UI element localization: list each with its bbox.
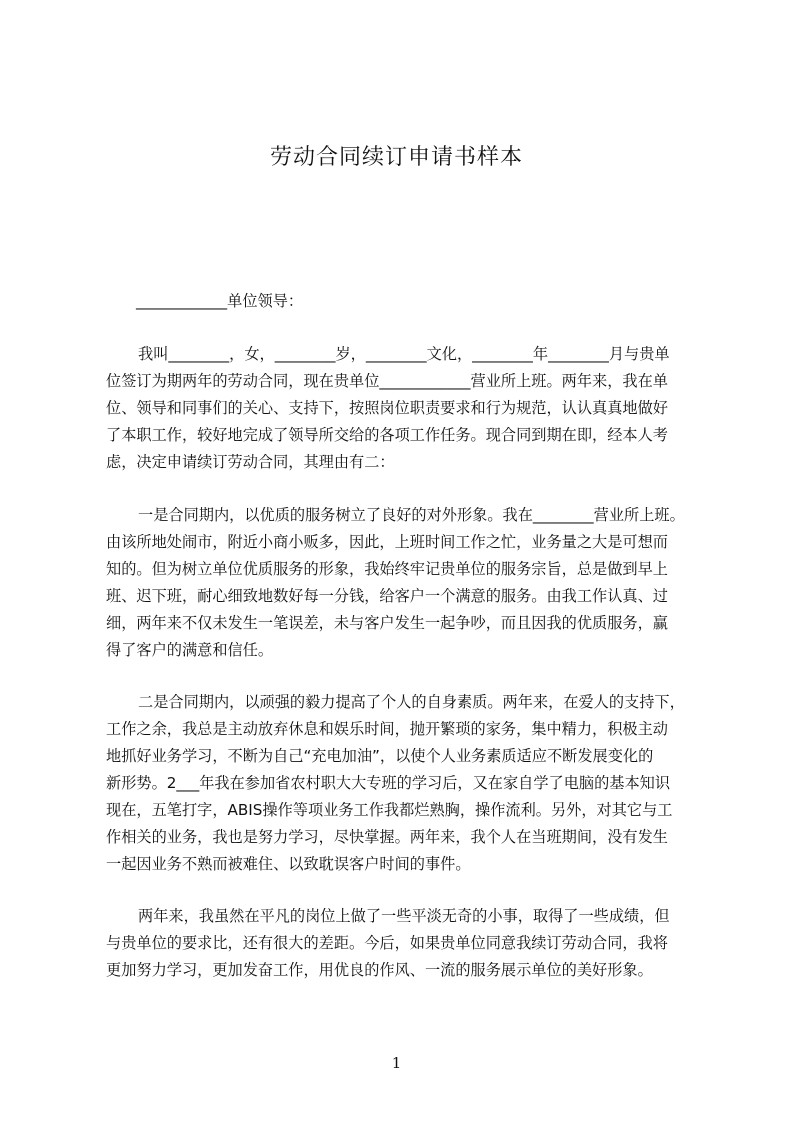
paragraph-4-line-2: 与贵单位的要求比，还有很大的差距。今后，如果贵单位同意我续订劳动合同，我将 <box>106 934 668 952</box>
paragraph-1-line-2: 位签订为期两年的劳动合同，现在贵单位____________营业所上班。两年来，我在单 <box>106 372 668 390</box>
paragraph-4-line-1: 两年来，我虽然在平凡的岗位上做了一些平淡无奇的小事，取得了一些成绩，但 <box>138 907 670 925</box>
paragraph-2-line-4: 班、迟下班，耐心细致地数好每一分钱，给客户一个满意的服务。由我工作认真、过 <box>106 587 668 605</box>
page-number: 1 <box>391 1054 402 1072</box>
salutation: ____________单位领导： <box>136 292 304 310</box>
paragraph-2-line-6: 得了客户的满意和信任。 <box>106 641 274 659</box>
paragraph-1-line-1: 我叫________，女，________岁，________文化，________年________月与贵单 <box>138 345 670 363</box>
paragraph-1-line-5: 虑，决定申请续订劳动合同，其理由有二： <box>106 453 395 471</box>
paragraph-3-line-3: 地抓好业务学习，不断为自己“充电加油”，以使个人业务素质适应不断发展变化的 <box>106 747 654 765</box>
paragraph-1-line-3: 位、领导和同事们的关心、支持下，按照岗位职责要求和行为规范，认认真真地做好 <box>106 399 668 417</box>
paragraph-3-line-2: 工作之余，我总是主动放弃休息和娱乐时间，抛开繁琐的家务，集中精力，积极主动 <box>106 720 668 738</box>
paragraph-3-line-7: 一起因业务不熟而被难住、以致耽误客户时间的事件。 <box>106 855 471 873</box>
paragraph-2-line-2: 由该所地处闹市，附近小商小贩多，因此，上班时间工作之忙，业务量之大是可想而 <box>106 533 668 551</box>
paragraph-2-line-3: 知的。但为树立单位优质服务的形象，我始终牢记贵单位的服务宗旨，总是做到早上 <box>106 560 668 578</box>
paragraph-1-line-4: 了本职工作，较好地完成了领导所交给的各项工作任务。现合同到期在即，经本人考 <box>106 426 668 444</box>
paragraph-3-line-6: 作相关的业务，我也是努力学习，尽快掌握。两年来，我个人在当班期间，没有发生 <box>106 828 668 846</box>
document-title: 劳动合同续订申请书样本 <box>269 145 523 170</box>
paragraph-2-line-1: 一是合同期内，以优质的服务树立了良好的对外形象。我在________营业所上班。 <box>138 506 685 524</box>
paragraph-2-line-5: 细，两年来不仅未发生一笔误差，未与客户发生一起争吵，而且因我的优质服务，赢 <box>106 614 668 632</box>
paragraph-3-line-4: 新形势。2___年我在参加省农村职大大专班的学习后，又在家自学了电脑的基本知识 <box>106 774 671 792</box>
paragraph-4-line-3: 更加努力学习，更加发奋工作，用优良的作风、一流的服务展示单位的美好形象。 <box>106 961 653 979</box>
paragraph-3-line-5: 现在，五笔打字，ABIS操作等项业务工作我都烂熟胸，操作流利。另外，对其它与工 <box>106 801 673 819</box>
paragraph-3-line-1: 二是合同期内，以顽强的毅力提高了个人的自身素质。两年来，在爱人的支持下， <box>138 693 685 711</box>
